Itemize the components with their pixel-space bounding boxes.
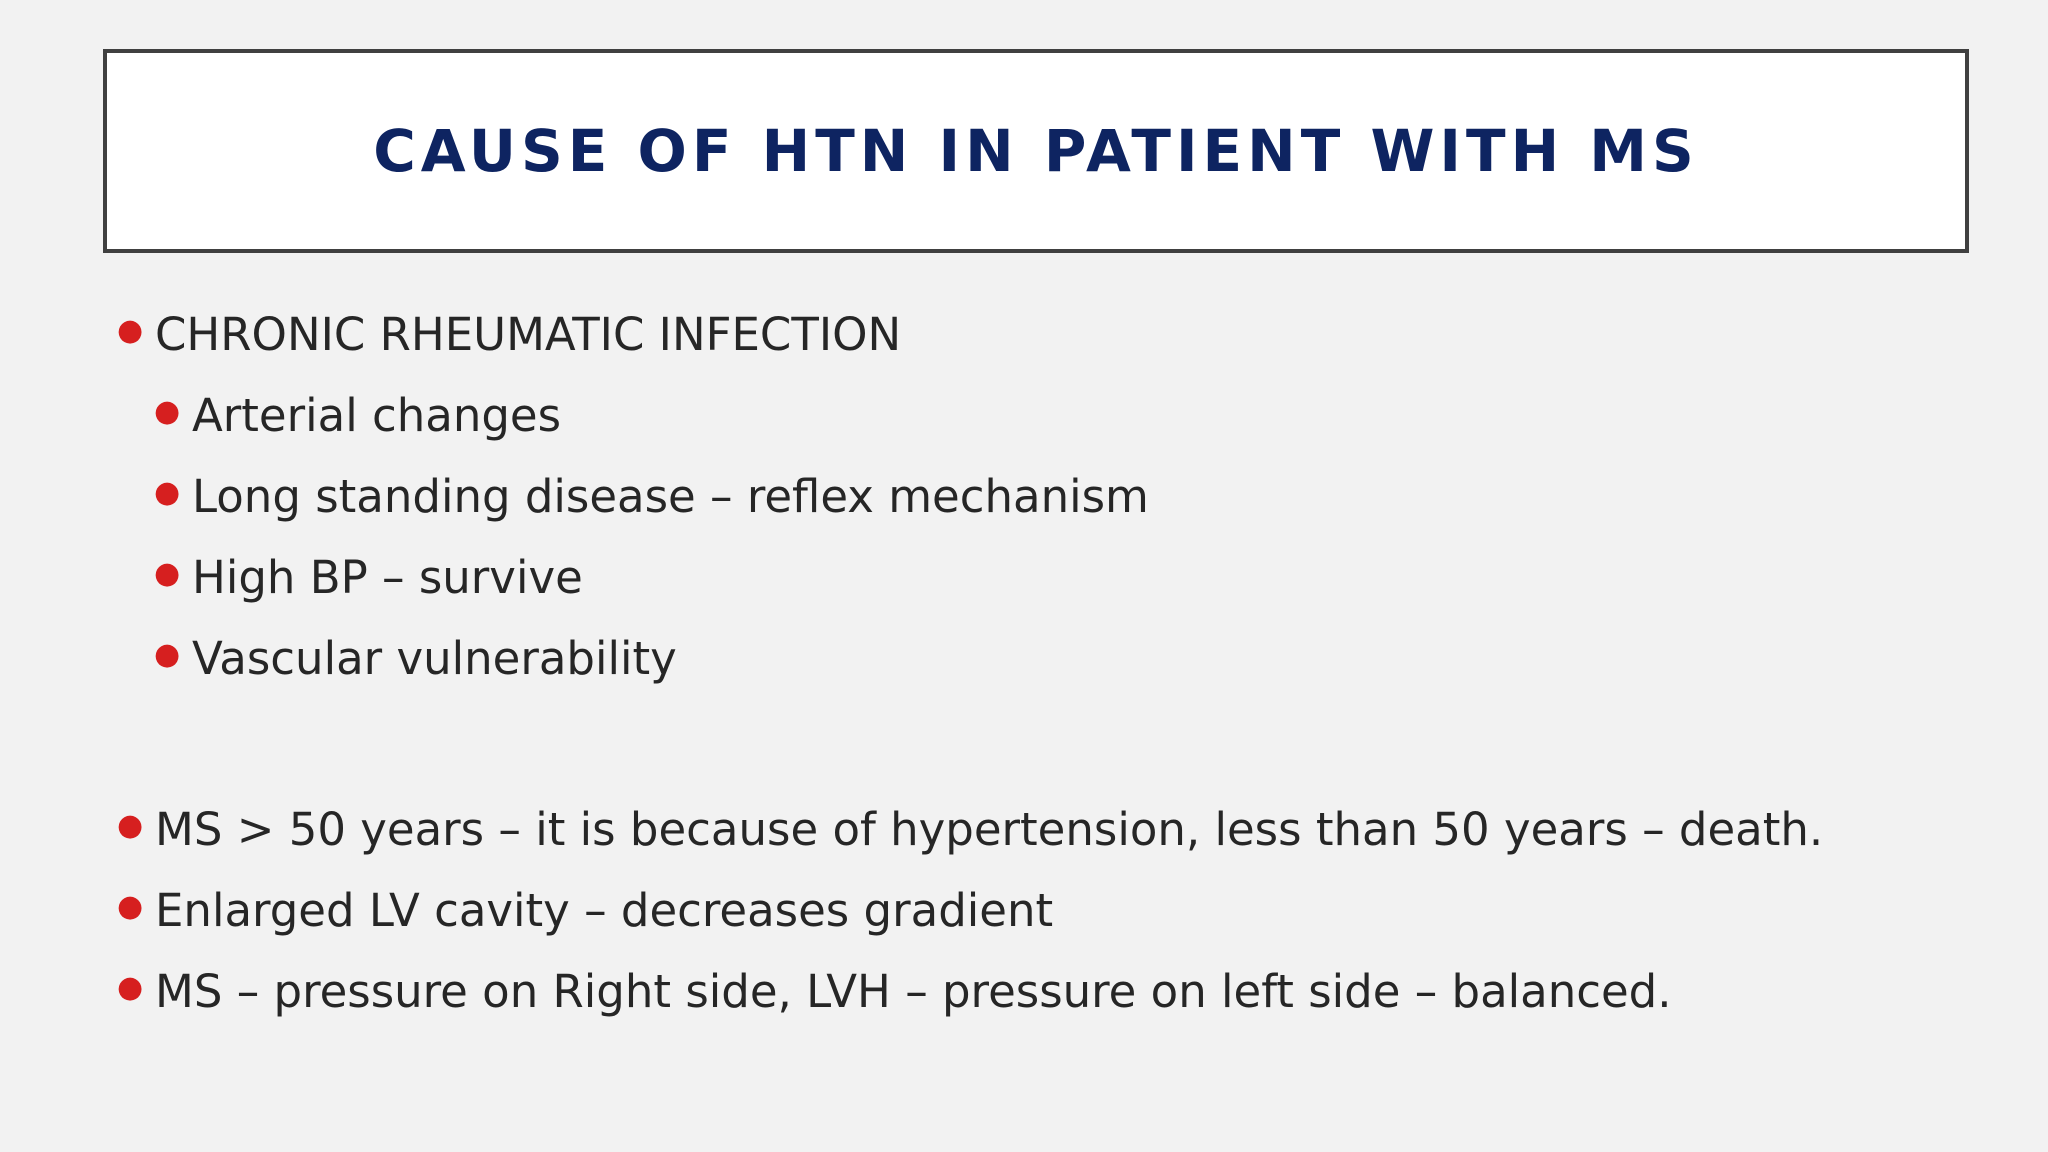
bullet-text: Vascular vulnerability xyxy=(192,632,677,685)
sub-bullet-vascular xyxy=(154,629,677,689)
sub-bullet-arterial-changes xyxy=(154,386,561,446)
bullet-item-enlarged-lv xyxy=(117,881,1053,941)
bullet-text: CHRONIC RHEUMATIC INFECTION xyxy=(155,308,902,361)
bullet-text: Arterial changes xyxy=(192,389,562,442)
bullet-dot-icon: ● xyxy=(117,313,144,348)
bullet-dot-icon: ● xyxy=(117,889,144,924)
bullet-item-chronic-rheumatic xyxy=(117,305,901,365)
sub-bullet-long-standing xyxy=(154,467,1149,527)
bullet-dot-icon: ● xyxy=(117,970,144,1005)
bullet-text: MS – pressure on Right side, LVH – pressure on left side – balanced. xyxy=(155,965,1672,1018)
bullet-text: Enlarged LV cavity – decreases gradient xyxy=(155,884,1054,937)
slide-title: CAUSE OF HTN IN PATIENT WITH MS xyxy=(373,117,1699,185)
bullet-dot-icon: ● xyxy=(117,808,144,843)
bullet-item-ms-50-years xyxy=(117,800,1823,860)
bullet-text: MS > 50 years – it is because of hypertension, less than 50 years – death. xyxy=(155,803,1824,856)
sub-bullet-high-bp xyxy=(154,548,583,608)
bullet-item-ms-pressure xyxy=(117,962,1672,1022)
bullet-dot-icon: ● xyxy=(154,394,181,429)
bullet-dot-icon: ● xyxy=(154,637,181,672)
bullet-text: Long standing disease – reflex mechanism xyxy=(192,470,1149,523)
bullet-dot-icon: ● xyxy=(154,475,181,510)
bullet-text: High BP – survive xyxy=(192,551,583,604)
bullet-dot-icon: ● xyxy=(154,556,181,591)
